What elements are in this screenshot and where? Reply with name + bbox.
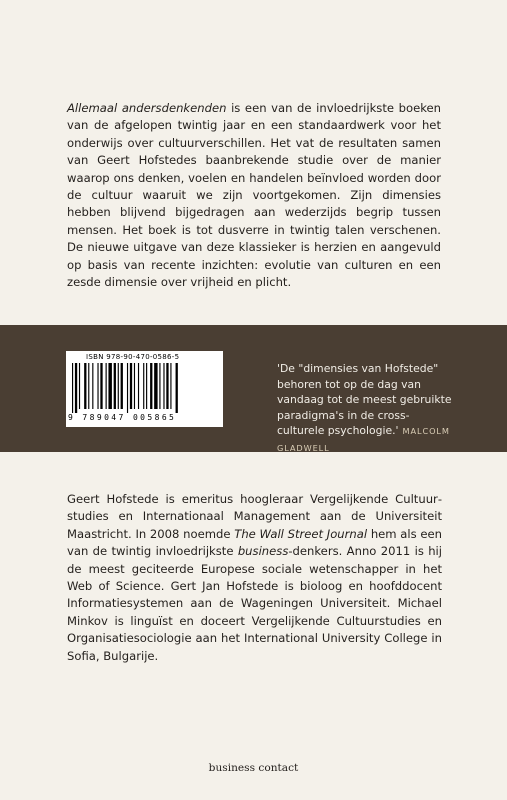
barcode — [66, 351, 223, 427]
quote-text: 'De "dimensies van Hofstede" behoren tot op de dag van vandaag tot de meest gebruikte paradigma's in de cross-culturele psychologie.' — [277, 362, 452, 438]
barcode-digits: 9 789047 005865 — [68, 413, 177, 422]
barcode-bar — [88, 363, 89, 409]
barcode-bar — [92, 363, 93, 409]
barcode-bars — [70, 363, 219, 413]
quote-attribution: MALCOLM GLADWELL — [277, 426, 450, 453]
barcode-bar — [146, 363, 147, 409]
barcode-bar — [127, 363, 128, 413]
barcode-bar — [143, 363, 144, 409]
description-body: is een van de invloedrijkste boeken van de afgelopen twintig jaar en een standaardwerk voor het onderwijs over cultuurverschillen. Het vat de resultaten samen van Geert Hofstedes baanbrekende studie over de manier waarop ons denken, voelen en handelen beïnvloed worden door de cultuur waaruit we zijn voortgekomen. Zijn dimensies hebben blijvend bijgedragen aan wederzijds begrip tussen mensen. Het boek is tot dusverre in twintig talen verschenen. De nieuwe uitgave van deze klassieker is herzien en aangevuld op basis van recente inzichten: evolutie van culturen en een zesde dimensie over vrijheid en plicht. — [67, 101, 441, 290]
barcode-bar — [106, 363, 107, 409]
barcode-bar — [75, 363, 77, 413]
barcode-bar — [154, 363, 157, 409]
publisher-logo: business contact — [208, 762, 299, 774]
bio-part-2: hem als een van de twintig invloedrijkste — [67, 526, 443, 559]
bio-part-3: -denkers. Anno 2011 is hij de meest geciteerde Europese sociale wetenschapper in het Web of Science. Gert Jan Hofstede is bioloog en hoofddocent Informatiesystemen aan de Wageningen Universiteit. Michael Minkov is linguïst en doceert Vergelijkende Cultuurstudies en Organisatiesociologie aan het International University College in Sofia, Bulgarije. — [67, 544, 442, 663]
barcode-bar — [84, 363, 86, 409]
barcode-bar — [100, 363, 102, 409]
barcode-bar — [166, 363, 168, 409]
barcode-bar — [138, 363, 139, 409]
barcode-bar — [118, 363, 119, 409]
isbn-label: ISBN 978-90-470-0586-5 — [86, 353, 180, 361]
book-title: Allemaal andersdenkenden — [67, 101, 227, 115]
barcode-bar — [108, 363, 111, 409]
barcode-bar — [130, 363, 132, 409]
barcode-bar — [114, 363, 116, 409]
description-text — [67, 100, 441, 291]
barcode-bar — [72, 363, 73, 413]
barcode-bar — [97, 363, 98, 409]
barcode-bar — [121, 363, 123, 409]
bio-business: business — [237, 544, 289, 559]
barcode-bar — [170, 363, 171, 409]
bio-journal: The Wall Street Journal — [234, 526, 368, 541]
barcode-bar — [134, 363, 135, 409]
barcode-bar — [159, 363, 160, 409]
bio-part-1: Geert Hofstede is emeritus hoogleraar Vergelijkende Cultuurstudies en Internationaal Management aan de Universiteit Maastricht. In 2008 noemde — [67, 492, 442, 541]
barcode-bar — [163, 363, 164, 409]
barcode-bar — [79, 363, 80, 409]
barcode-bar — [176, 363, 178, 413]
author-bio — [67, 491, 442, 665]
quote — [277, 361, 452, 457]
barcode-bar — [150, 363, 152, 409]
